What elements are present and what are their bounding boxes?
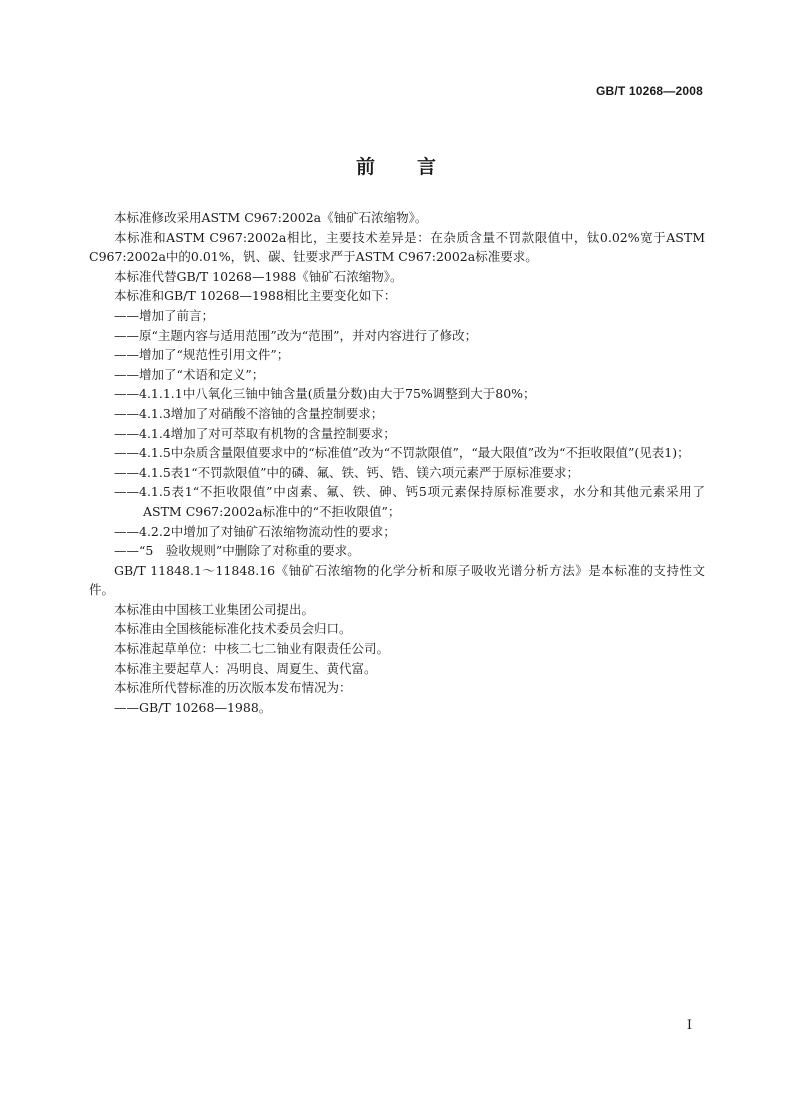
paragraph-supporting-docs: GB/T 11848.1～11848.16《铀矿石浓缩物的化学分析和原子吸收光谱分析方法》是本标准的支持性文件。: [89, 562, 705, 598]
list-item: ——增加了“术语和定义”；: [114, 366, 265, 382]
history-list: [89, 698, 705, 718]
list-item: ——4.1.3增加了对硝酸不溶铀的含量控制要求；: [114, 405, 384, 421]
list-item: ——4.1.5表1“不罚款限值”中的磷、氟、铁、钙、锆、镁六项元素严于原标准要求；: [114, 464, 580, 480]
paragraph-drafters: 本标准主要起草人：冯明良、周夏生、黄代富。: [114, 660, 377, 676]
paragraph-replaces: 本标准代替GB/T 10268—1988《铀矿石浓缩物》。: [114, 268, 403, 284]
page-title: 前言: [355, 156, 478, 178]
standard-code: GB/T 10268—2008: [595, 84, 703, 98]
list-item: ——增加了“规范性引用文件”；: [114, 347, 290, 363]
list-item: ——4.2.2中增加了对铀矿石浓缩物流动性的要求；: [114, 523, 396, 539]
paragraph-differences: 本标准和ASTM C967:2002a相比，主要技术差异是：在杂质含量不罚款限值中，钛0.02%宽于ASTM C967:2002a中的0.01%，钒、碳、钍要求严于ASTM C967:2002a标准要求。: [89, 229, 705, 265]
paragraph-drafting-unit: 本标准起草单位：中核二七二铀业有限责任公司。: [114, 641, 390, 657]
page-number: I: [686, 1018, 692, 1033]
list-item: ——4.1.5表1“不拒收限值”中卤素、氟、铁、砷、钙5项元素保持原标准要求，水分和其他元素采用了ASTM C967:2002a标准中的“不拒收限值”；: [114, 484, 705, 519]
list-item: ——“5 验收规则”中删除了对称重的要求。: [114, 543, 360, 559]
paragraph-proposer: 本标准由中国核工业集团公司提出。: [114, 601, 315, 617]
paragraph-committee: 本标准由全国核能标准化技术委员会归口。: [114, 621, 352, 637]
list-item: ——增加了前言；: [114, 307, 215, 323]
list-item: ——4.1.5中杂质含量限值要求中的“标准值”改为“不罚款限值”，“最大限值”改为“不拒收限值”(见表1)；: [114, 445, 690, 461]
list-item: ——原“主题内容与适用范围”改为“范围”，并对内容进行了修改；: [114, 327, 478, 343]
paragraph-changes-intro: 本标准和GB/T 10268—1988相比主要变化如下：: [114, 288, 397, 304]
changes-list: [89, 306, 705, 561]
paragraph-adoption: 本标准修改采用ASTM C967:2002a《铀矿石浓缩物》。: [114, 210, 428, 225]
list-item: ——4.1.1.1中八氧化三铀中铀含量(质量分数)由大于75%调整到大于80%；: [114, 386, 536, 402]
foreword-body: [89, 208, 705, 717]
list-item: ——GB/T 10268—1988。: [114, 699, 272, 715]
paragraph-history-intro: 本标准所代替标准的历次版本发布情况为：: [114, 680, 352, 696]
list-item: ——4.1.4增加了对可萃取有机物的含量控制要求；: [114, 425, 396, 441]
